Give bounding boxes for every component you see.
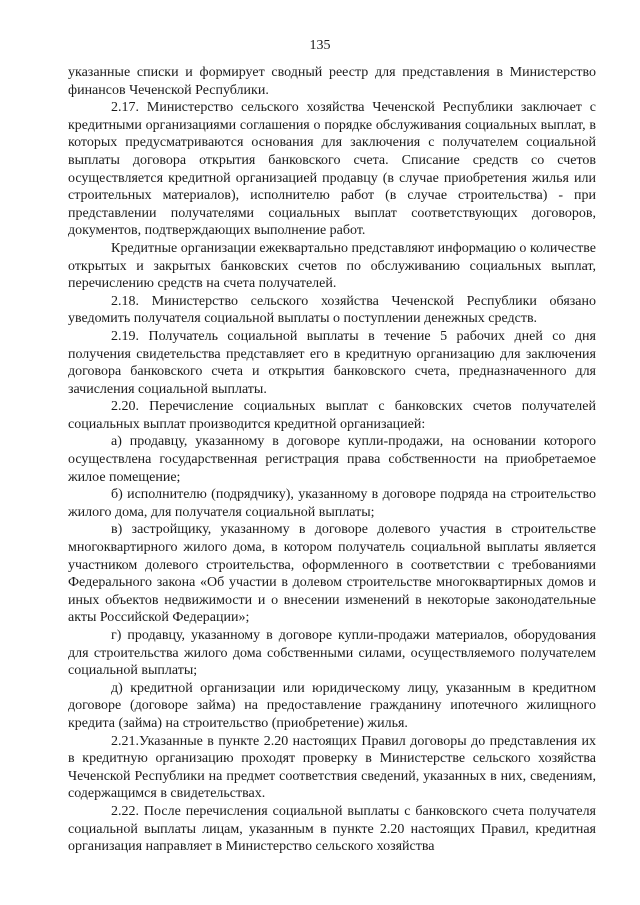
paragraph-2-22: 2.22. После перечисления социальной выплаты с банковского счета получателя социальной выплаты лицам, указанным в пункте 2.20 настоящих Правил, кредитная организация направляет в Министерство сельского хозяйства — [68, 803, 596, 855]
paragraph-2-18: 2.18. Министерство сельского хозяйства Чеченской Республики обязано уведомить получателя социальной выплаты о поступлении денежных средств. — [68, 293, 596, 327]
page-number: 135 — [309, 38, 331, 53]
paragraph-item-b: б) исполнителю (подрядчику), указанному в договоре подряда на строительство жилого дома, для получателя социальной выплаты; — [68, 487, 596, 520]
paragraph-list-continuation: указанные списки и формирует сводный реестр для представления в Министерство финансов Чеченской Республики. — [68, 65, 596, 98]
paragraph-2-19: 2.19. Получатель социальной выплаты в течение 5 рабочих дней со дня получения свидетельства представляет его в кредитную организацию для заключения договора банковского счета и открытия банковского счета, предназначенного для зачисления социальной выплаты. — [68, 328, 596, 397]
page-body — [68, 64, 596, 856]
paragraph-item-g: г) продавцу, указанному в договоре купли-продажи материалов, оборудования для строительства жилого дома собственными силами, осуществляемого получателем социальной выплаты; — [68, 628, 596, 679]
paragraph-item-d: д) кредитной организации или юридическому лицу, указанным в кредитном договоре (договоре займа) на предоставление гражданину ипотечного жилищного кредита (займа) на строительство (приобретение) жилья. — [68, 680, 596, 731]
paragraph-2-21: 2.21.Указанные в пункте 2.20 настоящих Правил договоры до представления их в кредитную организацию проходят проверку в Министерстве сельского хозяйства Чеченской Республики на предмет соответствия сведений, указанных в них, сведениям, содержащимся в свидетельствах. — [68, 733, 596, 802]
paragraph-2-17: 2.17. Министерство сельского хозяйства Чеченской Республики заключает с кредитными организациями соглашения о порядке обслуживания социальных выплат, в которых предусматриваются основания для заключения с получателем социальной выплаты договора открытия банковского счета. Списание средств со счетов осуществляется кредитной организацией продавцу (в случае приобретения жилья или строительных материалов), исполнителю работ (в случае строительства) - при представлении получателями социальных выплат соответствующих договоров, документов, подтверждающих выполнение работ. — [68, 100, 596, 239]
paragraph-item-v: в) застройщику, указанному в договоре долевого участия в строительстве многоквартирного жилого дома, в котором получатель социальной выплаты является участником долевого строительства, оформленного в соответствии с требованиями Федерального закона «Об участии в долевом строительстве многоквартирных домов и иных объектов недвижимости и о внесении изменений в некоторые законодательные акты Российской Федерации»; — [68, 522, 596, 626]
paragraph-2-20: 2.20. Перечисление социальных выплат с банковских счетов получателей социальных выплат производится кредитной организацией: — [68, 399, 596, 432]
paragraph-credit-organizations: Кредитные организации ежеквартально представляют информацию о количестве открытых и закрытых банковских счетов по обслуживанию социальных выплат, перечислению средств на счета получателей. — [68, 240, 596, 292]
paragraph-item-a: а) продавцу, указанному в договоре купли-продажи, на основании которого осуществлена государственная регистрация права собственности на приобретаемое жилое помещение; — [68, 434, 596, 485]
